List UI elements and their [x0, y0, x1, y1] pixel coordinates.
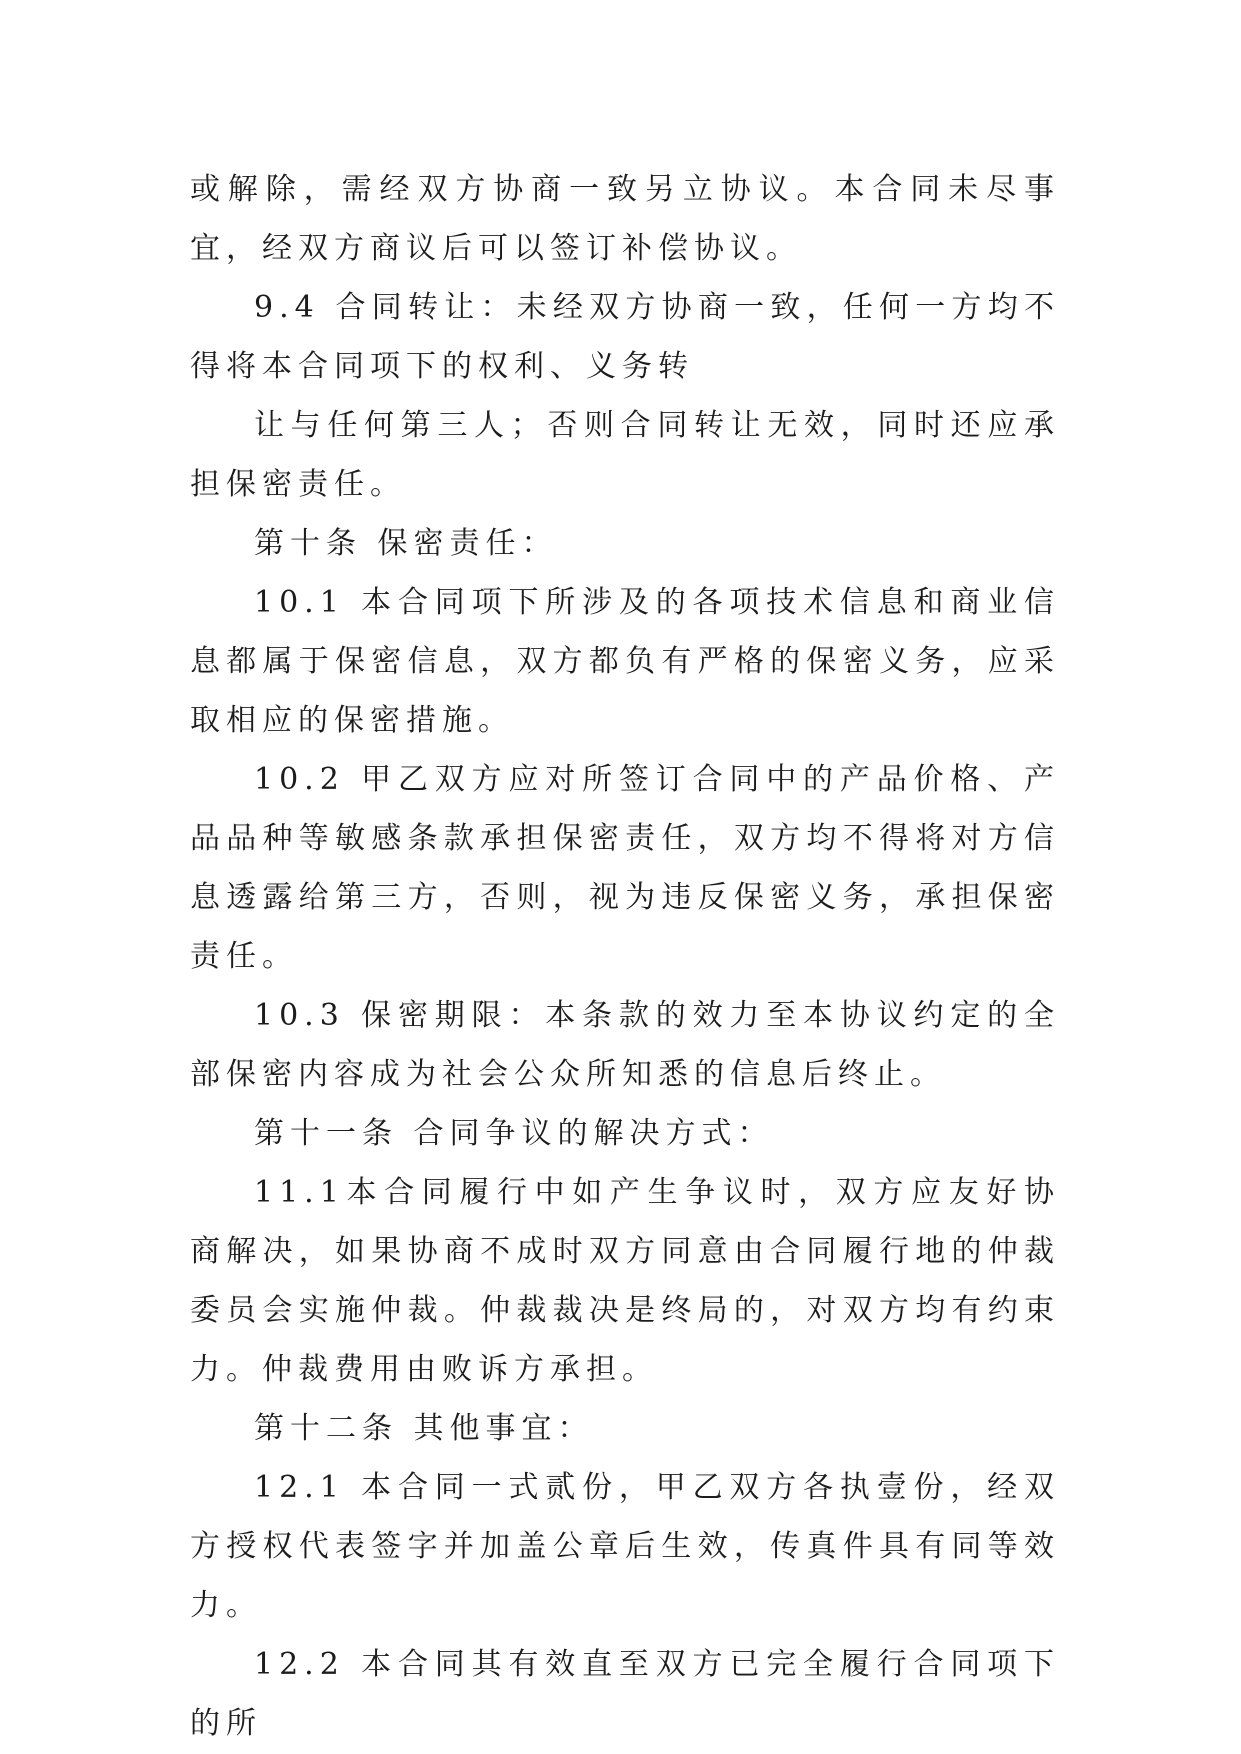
paragraph-10-2: 10.2 甲乙双方应对所签订合同中的产品价格、产品品种等敏感条款承担保密责任，双方均不得将对方信息透露给第三方，否则，视为违反保密义务，承担保密责任。 [190, 762, 1060, 974]
section-heading-11: 第十一条 合同争议的解决方式： [254, 1116, 774, 1151]
paragraph-12-1: 12.1 本合同一式贰份，甲乙双方各执壹份，经双方授权代表签字并加盖公章后生效，传真件具有同等效力。 [190, 1470, 1060, 1623]
paragraph-10-3: 10.3 保密期限：本条款的效力至本协议约定的全部保密内容成为社会公众所知悉的信息后终止。 [190, 998, 1060, 1092]
paragraph-9-4-continued: 让与任何第三人；否则合同转让无效，同时还应承担保密责任。 [190, 408, 1060, 502]
section-heading-12: 第十二条 其他事宜： [254, 1411, 594, 1446]
paragraph-12-2: 12.2 本合同其有效直至双方已完全履行合同项下的所 [190, 1647, 1060, 1741]
paragraph-10-1: 10.1 本合同项下所涉及的各项技术信息和商业信息都属于保密信息，双方都负有严格的保密义务，应采取相应的保密措施。 [190, 585, 1060, 738]
document-body [190, 160, 1060, 1753]
paragraph-9-4: 9.4 合同转让：未经双方协商一致，任何一方均不得将本合同项下的权利、义务转 [190, 290, 1060, 384]
paragraph-continuation: 或解除，需经双方协商一致另立协议。本合同未尽事宜，经双方商议后可以签订补偿协议。 [190, 172, 1060, 266]
paragraph-11-1: 11.1本合同履行中如产生争议时，双方应友好协商解决，如果协商不成时双方同意由合同履行地的仲裁委员会实施仲裁。仲裁裁决是终局的，对双方均有约束力。仲裁费用由败诉方承担。 [190, 1175, 1060, 1387]
section-heading-10: 第十条 保密责任： [254, 526, 558, 561]
